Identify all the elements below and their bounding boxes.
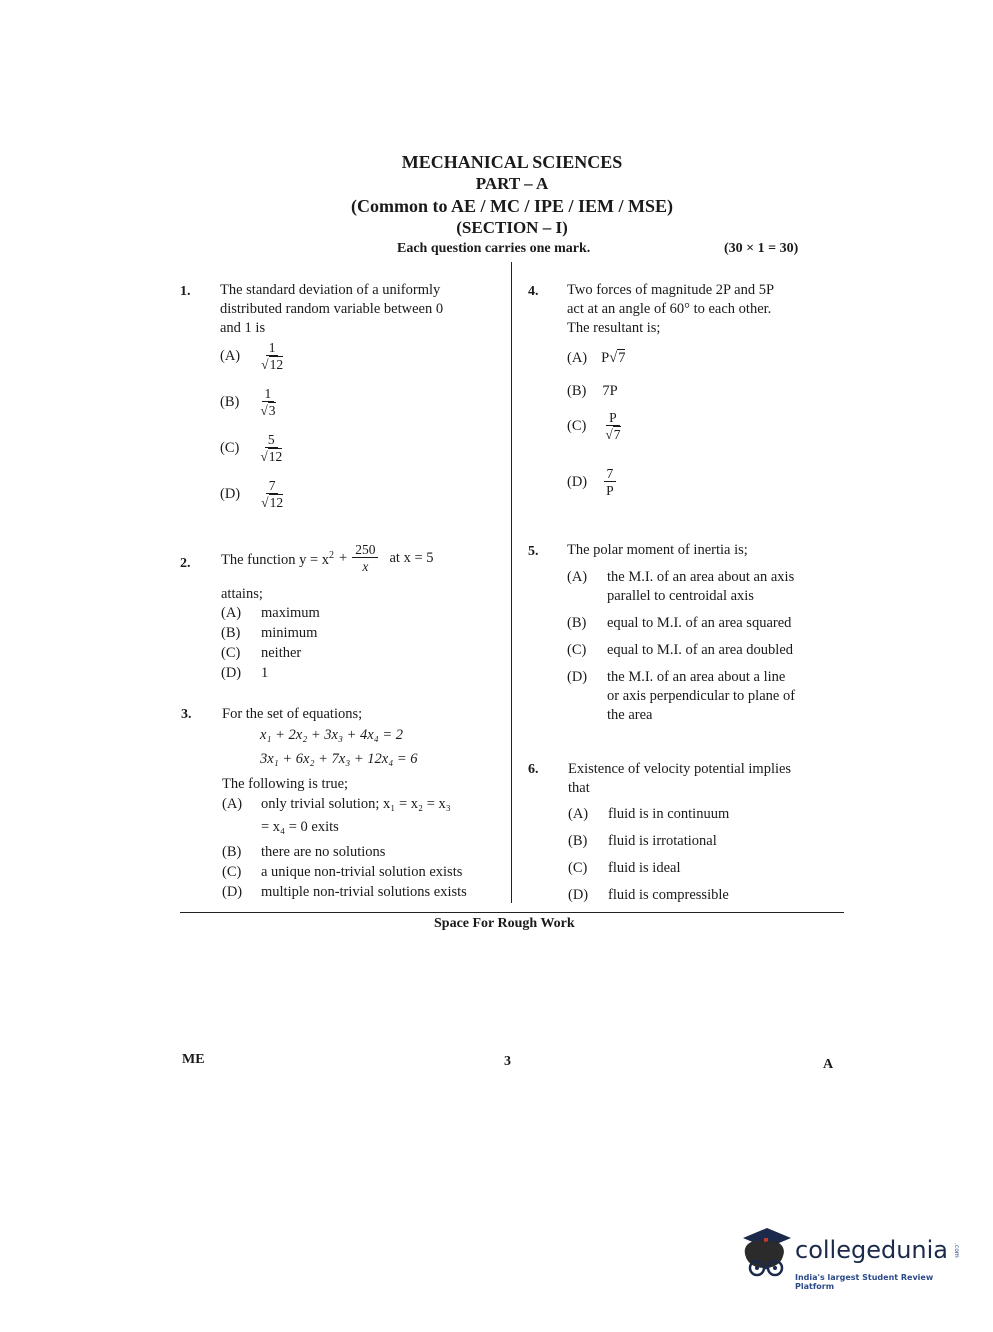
part-heading: PART – A — [475, 174, 549, 193]
marks-note: Each question carries one mark. — [397, 241, 591, 256]
option-b: (B) 7P — [567, 383, 618, 399]
rough-work-divider — [180, 912, 844, 913]
fraction: $\frac{250}{x}$ — [352, 542, 378, 574]
equation-2: 3x₁ + 6x₂ + 7x₃ + 12x₄ = 6 — [260, 751, 418, 767]
option-text: a unique non-trivial solution exists — [261, 864, 463, 880]
brand-tagline: India's largest Student Review Platform — [795, 1273, 934, 1291]
option-text: multiple non-trivial solutions exists — [261, 884, 467, 900]
brand-name: collegedunia — [795, 1236, 949, 1264]
question-line: The resultant is; — [567, 320, 661, 336]
option-label: (C) — [567, 417, 587, 434]
option-label: (B) — [568, 833, 588, 849]
question-line: Existence of velocity potential implies — [568, 761, 792, 777]
option-text: minimum — [261, 625, 318, 641]
fraction: $\frac{7}{P}$ — [603, 466, 617, 498]
mascot-icon — [737, 1224, 793, 1284]
option-text: = x₄ = 0 exits — [261, 819, 339, 835]
option-label: (B) — [567, 615, 587, 631]
fraction: $\frac{1}{√3}$ — [260, 386, 276, 418]
option-label: (D) — [220, 485, 241, 502]
option-label: (A) — [220, 347, 241, 364]
option-text: there are no solutions — [261, 844, 386, 860]
option-label: (B) — [567, 383, 587, 399]
question-number: 5. — [528, 544, 539, 559]
question-number: 3. — [181, 707, 192, 722]
option-label: (A) — [567, 569, 588, 585]
fraction: $\frac{7}{√12}$ — [261, 478, 284, 510]
brand-tld: .com — [953, 1243, 960, 1258]
option-text: the M.I. of an area about a line — [607, 669, 786, 685]
question-line: act at an angle of 60° to each other. — [567, 301, 772, 317]
option-label: (C) — [220, 439, 240, 456]
rough-work-label: Space For Rough Work — [434, 916, 575, 931]
option-text: 1 — [261, 665, 269, 681]
question-line: The polar moment of inertia is; — [567, 542, 748, 558]
option-text: fluid is ideal — [608, 860, 681, 876]
option-label: (B) — [221, 625, 241, 641]
option-label: (A) — [222, 796, 243, 812]
option-text: parallel to centroidal axis — [607, 588, 754, 604]
option-d — [567, 466, 617, 498]
option-text: neither — [261, 645, 302, 661]
option-label: (A) — [221, 605, 242, 621]
marks-total: (30 × 1 = 30) — [724, 241, 799, 256]
question-number: 6. — [528, 762, 539, 777]
collegedunia-watermark — [737, 1224, 967, 1294]
option-b — [220, 386, 279, 418]
question-line: that — [568, 780, 590, 796]
question-line: distributed random variable between 0 — [220, 301, 444, 317]
option-text: the area — [607, 707, 653, 723]
option-label: (D) — [221, 665, 242, 681]
option-label: (D) — [567, 473, 588, 490]
option-text: fluid is compressible — [608, 887, 729, 903]
column-divider — [511, 262, 512, 903]
question-line: Two forces of magnitude 2P and 5P — [567, 282, 775, 298]
option-c — [220, 432, 285, 464]
fraction: $\frac{P}{√7}$ — [605, 410, 621, 442]
option-text: or axis perpendicular to plane of — [607, 688, 796, 704]
option-c — [567, 410, 624, 442]
option-text: equal to M.I. of an area doubled — [607, 642, 794, 658]
option-d — [220, 478, 286, 510]
option-a — [220, 340, 286, 372]
option-label: (D) — [568, 887, 589, 903]
fraction: $\frac{5}{√12}$ — [260, 432, 283, 464]
question-line: For the set of equations; — [222, 706, 363, 722]
page-number: 3 — [504, 1054, 511, 1069]
option-label: (C) — [568, 860, 588, 876]
question-stem: The function $y = x^2$ + $\frac{250}{x}$ at x = 5 — [221, 542, 434, 574]
option-label: (C) — [221, 645, 241, 661]
option-text: the M.I. of an area about an axis — [607, 569, 795, 585]
footer-subject-code: ME — [182, 1052, 205, 1067]
option-text: fluid is in continuum — [608, 806, 730, 822]
option-label: (B) — [220, 393, 240, 410]
question-line: attains; — [221, 586, 263, 602]
question-line: The following is true; — [222, 776, 349, 792]
question-line: The standard deviation of a uniformly — [220, 282, 441, 298]
option-label: (C) — [222, 864, 242, 880]
fraction: $\frac{1}{√12}$ — [261, 340, 284, 372]
question-number: 4. — [528, 284, 539, 299]
option-a: (A) P√7 — [567, 350, 626, 366]
option-text: maximum — [261, 605, 320, 621]
option-label: (D) — [567, 669, 588, 685]
option-label: (C) — [567, 642, 587, 658]
option-text: fluid is irrotational — [608, 833, 717, 849]
section-heading: (SECTION – I) — [456, 218, 568, 237]
question-number: 1. — [180, 284, 191, 299]
question-line: and 1 is — [220, 320, 266, 336]
option-label: (B) — [222, 844, 242, 860]
option-label: (A) — [567, 350, 588, 366]
footer-booklet-code: A — [823, 1057, 834, 1072]
option-text: only trivial solution; x₁ = x₂ = x₃ — [261, 796, 451, 812]
question-number: 2. — [180, 556, 191, 571]
option-label: (D) — [222, 884, 243, 900]
equation-1: x₁ + 2x₂ + 3x₃ + 4x₄ = 2 — [260, 727, 404, 743]
option-label: (A) — [568, 806, 589, 822]
paper-title: MECHANICAL SCIENCES — [401, 152, 623, 172]
common-to-line: (Common to AE / MC / IPE / IEM / MSE) — [351, 196, 673, 216]
option-text: equal to M.I. of an area squared — [607, 615, 792, 631]
